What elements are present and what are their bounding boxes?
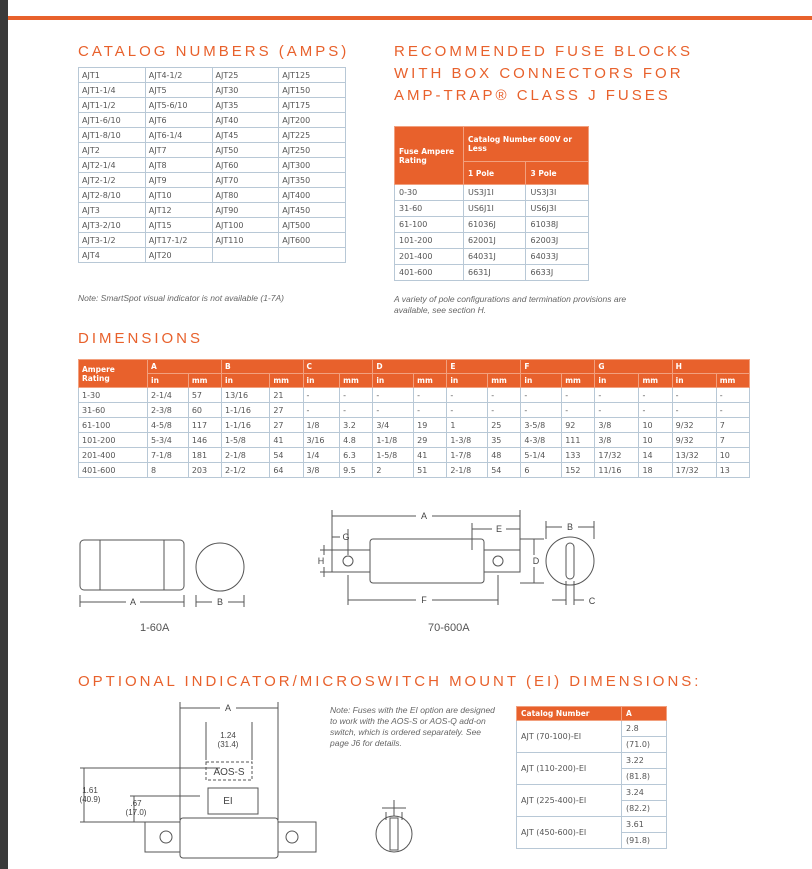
dim-cell: 146 (188, 433, 221, 448)
dim-cell: - (488, 403, 521, 418)
fuse-block-cell: US3J3I (526, 185, 589, 201)
dim-cell: 3-5/8 (521, 418, 562, 433)
dim-unit-mm: mm (188, 374, 221, 388)
catalog-cell: AJT250 (279, 143, 346, 158)
dim-cell: 9/32 (672, 433, 716, 448)
dim-cell: 1-5/8 (222, 433, 270, 448)
catalog-cell: AJT400 (279, 188, 346, 203)
dim-cell: 117 (188, 418, 221, 433)
dim-unit-in: in (672, 374, 716, 388)
ei-catalog-cell: AJT (450-600)-EI (517, 817, 622, 849)
catalog-cell: AJT125 (279, 68, 346, 83)
dim-unit-mm: mm (270, 374, 303, 388)
ei-table (516, 706, 667, 849)
catalog-cell: AJT40 (212, 113, 279, 128)
table-row (79, 143, 346, 158)
catalog-cell: AJT9 (145, 173, 212, 188)
dim-cell: - (340, 388, 373, 403)
catalog-cell: AJT1-6/10 (79, 113, 146, 128)
dim-cell: 25 (488, 418, 521, 433)
dim-cell: 10 (639, 418, 672, 433)
dim-cell: 2-1/2 (222, 463, 270, 478)
dim-header-group: F (521, 360, 595, 374)
large-fuse-drawing (312, 505, 612, 620)
table-row (79, 233, 346, 248)
catalog-cell: AJT6-1/4 (145, 128, 212, 143)
table-row (79, 188, 346, 203)
fb-header-3pole: 3 Pole (526, 162, 589, 185)
dim-cell: 29 (414, 433, 447, 448)
dim-unit-mm: mm (639, 374, 672, 388)
table-row (517, 817, 667, 833)
fuse-block-cell: 401-600 (395, 265, 464, 281)
ei-catalog-cell: AJT (225-400)-EI (517, 785, 622, 817)
table-row (79, 128, 346, 143)
large-dim-f-label: F (421, 595, 427, 605)
catalog-note: Note: SmartSpot visual indicator is not available (1-7A) (78, 293, 284, 303)
fuse-block-cell: 61036J (464, 217, 526, 233)
catalog-cell: AJT3 (79, 203, 146, 218)
fuse-block-cell: 6633J (526, 265, 589, 281)
fuse-block-cell: US3J1I (464, 185, 526, 201)
catalog-cell: AJT35 (212, 98, 279, 113)
dim-cell: 41 (414, 448, 447, 463)
dim-cell: 401-600 (79, 463, 148, 478)
catalog-cell: AJT1 (79, 68, 146, 83)
dim-cell: 61-100 (79, 418, 148, 433)
catalog-cell: AJT150 (279, 83, 346, 98)
catalog-cell (212, 248, 279, 263)
ei-in-cell: 3.61 (622, 817, 667, 833)
catalog-cell: AJT30 (212, 83, 279, 98)
table-row (517, 753, 667, 769)
catalog-cell: AJT225 (279, 128, 346, 143)
dim-cell: 1/8 (303, 418, 340, 433)
table-row (79, 248, 346, 263)
ei-dim-124: 1.24 (220, 731, 236, 740)
large-fuse-end-view (520, 521, 594, 605)
left-edge-bar (0, 0, 8, 869)
dim-cell: 13/16 (222, 388, 270, 403)
dim-cell: 201-400 (79, 448, 148, 463)
catalog-cell: AJT80 (212, 188, 279, 203)
dim-cell: - (639, 403, 672, 418)
ei-header-a: A (622, 707, 667, 721)
ei-catalog-cell: AJT (70-100)-EI (517, 721, 622, 753)
large-dim-c-label: C (588, 596, 596, 606)
table-row (395, 249, 589, 265)
catalog-cell: AJT15 (145, 218, 212, 233)
table-row (79, 203, 346, 218)
dim-cell: 101-200 (79, 433, 148, 448)
ei-end-view-drawing (368, 798, 420, 858)
dim-cell: 7-1/8 (148, 448, 189, 463)
dim-header-group: A (148, 360, 222, 374)
dim-header-group: D (373, 360, 447, 374)
fuse-block-cell: 64033J (526, 249, 589, 265)
dim-cell: - (303, 403, 340, 418)
dim-unit-mm: mm (414, 374, 447, 388)
dim-unit-mm: mm (716, 374, 749, 388)
dim-cell: 54 (270, 448, 303, 463)
catalog-title: CATALOG NUMBERS (AMPS) (78, 43, 350, 60)
table-row (79, 83, 346, 98)
catalog-cell: AJT1-1/2 (79, 98, 146, 113)
dim-unit-in: in (447, 374, 488, 388)
ei-dim-170: (17.0) (125, 808, 147, 817)
table-row (517, 721, 667, 737)
dim-cell: - (521, 388, 562, 403)
dim-cell: 10 (639, 433, 672, 448)
ei-in-cell: 3.22 (622, 753, 667, 769)
fuse-block-cell: 6631J (464, 265, 526, 281)
dim-cell: - (595, 403, 639, 418)
catalog-table (78, 67, 346, 263)
catalog-cell: AJT6 (145, 113, 212, 128)
dim-cell: 92 (562, 418, 595, 433)
catalog-cell: AJT7 (145, 143, 212, 158)
table-row (79, 113, 346, 128)
ei-aos-label: AOS-S (213, 767, 245, 778)
catalog-cell: AJT350 (279, 173, 346, 188)
fuse-block-cell: 31-60 (395, 201, 464, 217)
dim-cell: 64 (270, 463, 303, 478)
catalog-cell: AJT45 (212, 128, 279, 143)
catalog-cell: AJT20 (145, 248, 212, 263)
dim-cell: 11/16 (595, 463, 639, 478)
dim-cell: 3/4 (373, 418, 414, 433)
small-fuse-drawing (70, 505, 260, 620)
dim-cell: 10 (716, 448, 749, 463)
dim-cell: 1 (447, 418, 488, 433)
table-row (79, 218, 346, 233)
table-row (79, 173, 346, 188)
dim-cell: - (716, 403, 749, 418)
large-dim-d-label: D (532, 556, 540, 566)
table-row (395, 217, 589, 233)
table-row (395, 233, 589, 249)
dim-header-group: G (595, 360, 672, 374)
catalog-cell: AJT3-2/10 (79, 218, 146, 233)
dim-cell: 6.3 (340, 448, 373, 463)
dim-cell: 35 (488, 433, 521, 448)
ei-dim-a-label: A (224, 703, 232, 713)
catalog-cell: AJT50 (212, 143, 279, 158)
dim-header-rating: Ampere Rating (79, 360, 148, 388)
dim-header-group: H (672, 360, 749, 374)
catalog-cell: AJT2-1/4 (79, 158, 146, 173)
dim-unit-in: in (303, 374, 340, 388)
ei-drawing (70, 700, 330, 869)
catalog-cell: AJT1-1/4 (79, 83, 146, 98)
dim-cell: - (340, 403, 373, 418)
fuse-blocks-note: A variety of pole configurations and termination provisions are available, see section H. (394, 294, 627, 315)
catalog-cell: AJT5 (145, 83, 212, 98)
catalog-cell (279, 248, 346, 263)
large-fuse-side-view (317, 510, 520, 605)
catalog-cell: AJT110 (212, 233, 279, 248)
dim-cell: - (488, 388, 521, 403)
dimensions-table (78, 359, 750, 478)
dim-cell: 4-5/8 (148, 418, 189, 433)
ei-dim-409: (40.9) (79, 795, 101, 804)
catalog-cell: AJT2 (79, 143, 146, 158)
table-row (79, 448, 750, 463)
dim-cell: 9/32 (672, 418, 716, 433)
dim-cell: 21 (270, 388, 303, 403)
catalog-cell: AJT12 (145, 203, 212, 218)
small-fuse-caption: 1-60A (140, 622, 170, 634)
dim-cell: 14 (639, 448, 672, 463)
dim-header-group: B (222, 360, 304, 374)
dim-unit-in: in (595, 374, 639, 388)
large-fuse-caption: 70-600A (428, 622, 470, 634)
fuse-block-cell: US6J1I (464, 201, 526, 217)
ei-ei-label: EI (223, 796, 233, 807)
dim-cell: 31-60 (79, 403, 148, 418)
ei-dim-161: 1.61 (82, 786, 98, 795)
dim-cell: - (562, 403, 595, 418)
dim-cell: 1-1/16 (222, 403, 270, 418)
catalog-cell: AJT70 (212, 173, 279, 188)
ei-in-cell: 3.24 (622, 785, 667, 801)
dim-cell: 18 (639, 463, 672, 478)
catalog-cell: AJT500 (279, 218, 346, 233)
dim-cell: - (521, 403, 562, 418)
table-row (79, 68, 346, 83)
dim-cell: 1-1/16 (222, 418, 270, 433)
table-row (79, 158, 346, 173)
table-row (79, 418, 750, 433)
dim-cell: 2 (373, 463, 414, 478)
fb-header-rating: Fuse Ampere Rating (395, 127, 464, 185)
large-dim-g-label: G (342, 532, 350, 542)
ei-catalog-cell: AJT (110-200)-EI (517, 753, 622, 785)
dim-cell: 9.5 (340, 463, 373, 478)
catalog-cell: AJT1-8/10 (79, 128, 146, 143)
catalog-cell: AJT5-6/10 (145, 98, 212, 113)
catalog-cell: AJT4-1/2 (145, 68, 212, 83)
dim-cell: 8 (148, 463, 189, 478)
catalog-cell: AJT90 (212, 203, 279, 218)
dim-cell: 181 (188, 448, 221, 463)
dim-cell: - (373, 388, 414, 403)
dim-cell: 1-1/8 (373, 433, 414, 448)
table-row (79, 98, 346, 113)
fuse-block-cell: 62001J (464, 233, 526, 249)
fuse-block-cell: 61-100 (395, 217, 464, 233)
fuse-blocks-title-line2: WITH BOX CONNECTORS FOR (394, 65, 684, 82)
ei-dim-314: (31.4) (217, 740, 239, 749)
table-row (79, 433, 750, 448)
large-dim-b-label: B (566, 522, 574, 532)
large-dim-a-label: A (420, 511, 428, 521)
dim-cell: 133 (562, 448, 595, 463)
fuse-block-cell: 62003J (526, 233, 589, 249)
dim-cell: 41 (270, 433, 303, 448)
fb-header-1pole: 1 Pole (464, 162, 526, 185)
catalog-cell: AJT175 (279, 98, 346, 113)
dim-cell: - (414, 388, 447, 403)
dim-cell: - (639, 388, 672, 403)
dim-header-group: E (447, 360, 521, 374)
dim-cell: - (447, 388, 488, 403)
dim-cell: - (562, 388, 595, 403)
dim-cell: 17/32 (672, 463, 716, 478)
small-dim-b-label: B (216, 597, 224, 607)
ei-mm-cell: (71.0) (622, 737, 667, 753)
dim-cell: 3/8 (595, 418, 639, 433)
catalog-cell: AJT450 (279, 203, 346, 218)
dim-cell: 3/16 (303, 433, 340, 448)
dim-cell: - (716, 388, 749, 403)
dim-cell: 3.2 (340, 418, 373, 433)
dim-cell: 13/32 (672, 448, 716, 463)
fuse-block-cell: US6J3I (526, 201, 589, 217)
dim-cell: 1-5/8 (373, 448, 414, 463)
dim-cell: 60 (188, 403, 221, 418)
dim-cell: 1-3/8 (447, 433, 488, 448)
dim-cell: 48 (488, 448, 521, 463)
ei-in-cell: 2.8 (622, 721, 667, 737)
dim-cell: 2-3/8 (148, 403, 189, 418)
ei-title: OPTIONAL INDICATOR/MICROSWITCH MOUNT (EI) DIMENSIONS: (78, 673, 702, 690)
dim-cell: 1-7/8 (447, 448, 488, 463)
dim-unit-in: in (373, 374, 414, 388)
dim-cell: 5-3/4 (148, 433, 189, 448)
table-row (517, 785, 667, 801)
catalog-cell: AJT4 (79, 248, 146, 263)
dim-unit-in: in (148, 374, 189, 388)
top-accent-line (8, 16, 812, 20)
dim-cell: 4-3/8 (521, 433, 562, 448)
dim-header-group: C (303, 360, 373, 374)
catalog-cell: AJT25 (212, 68, 279, 83)
dim-cell: 3/8 (595, 433, 639, 448)
dim-cell: - (447, 403, 488, 418)
dim-cell: 27 (270, 403, 303, 418)
dim-unit-in: in (222, 374, 270, 388)
dim-unit-mm: mm (340, 374, 373, 388)
catalog-cell: AJT600 (279, 233, 346, 248)
catalog-cell: AJT60 (212, 158, 279, 173)
dimensions-title: DIMENSIONS (78, 330, 204, 347)
dim-unit-row (79, 374, 750, 388)
dim-header-row (79, 360, 750, 374)
fb-header-catalog: Catalog Number 600V or Less (464, 127, 589, 162)
dim-cell: 27 (270, 418, 303, 433)
catalog-cell: AJT8 (145, 158, 212, 173)
dim-cell: 1-30 (79, 388, 148, 403)
dim-cell: - (595, 388, 639, 403)
catalog-cell: AJT300 (279, 158, 346, 173)
catalog-cell: AJT100 (212, 218, 279, 233)
table-row (79, 463, 750, 478)
dim-cell: 111 (562, 433, 595, 448)
dim-unit-mm: mm (562, 374, 595, 388)
ei-note: Note: Fuses with the EI option are designed to work with the AOS-S or AOS-Q add-on switch, which is ordered separately. See page J6 for details. (330, 705, 495, 748)
dim-cell: 2-1/4 (148, 388, 189, 403)
dim-unit-in: in (521, 374, 562, 388)
dim-cell: 4.8 (340, 433, 373, 448)
table-row (395, 265, 589, 281)
ei-fuse-drawing (80, 702, 316, 858)
catalog-cell: AJT2-8/10 (79, 188, 146, 203)
fuse-block-cell: 201-400 (395, 249, 464, 265)
large-dim-e-label: E (495, 524, 503, 534)
dim-cell: 2-1/8 (447, 463, 488, 478)
dim-cell: 19 (414, 418, 447, 433)
table-row (79, 403, 750, 418)
dim-cell: 203 (188, 463, 221, 478)
ei-mm-cell: (91.8) (622, 833, 667, 849)
table-row (79, 388, 750, 403)
dim-cell: 7 (716, 418, 749, 433)
table-row (395, 185, 589, 201)
ei-header-catalog: Catalog Number (517, 707, 622, 721)
dim-cell: 5-1/4 (521, 448, 562, 463)
fuse-blocks-title-line1: RECOMMENDED FUSE BLOCKS (394, 43, 694, 60)
catalog-cell: AJT17-1/2 (145, 233, 212, 248)
large-dim-h-label: H (317, 556, 325, 566)
dim-unit-mm: mm (488, 374, 521, 388)
dim-cell: - (672, 388, 716, 403)
fuse-blocks-table (394, 126, 589, 281)
dim-cell: - (672, 403, 716, 418)
catalog-cell: AJT2-1/2 (79, 173, 146, 188)
ei-mm-cell: (81.8) (622, 769, 667, 785)
dim-cell: 13 (716, 463, 749, 478)
dim-cell: 3/8 (303, 463, 340, 478)
catalog-cell: AJT3-1/2 (79, 233, 146, 248)
dim-cell: - (303, 388, 340, 403)
fuse-block-cell: 0-30 (395, 185, 464, 201)
dim-cell: 7 (716, 433, 749, 448)
dim-cell: 1/4 (303, 448, 340, 463)
dim-cell: 2-1/8 (222, 448, 270, 463)
fuse-blocks-title-line3: AMP-TRAP® CLASS J FUSES (394, 87, 671, 104)
ei-mm-cell: (82.2) (622, 801, 667, 817)
dim-cell: 17/32 (595, 448, 639, 463)
fuse-block-cell: 101-200 (395, 233, 464, 249)
dim-cell: 57 (188, 388, 221, 403)
small-dim-a-label: A (129, 597, 137, 607)
dim-cell: - (414, 403, 447, 418)
ei-dim-67: .67 (130, 799, 142, 808)
fuse-block-cell: 61038J (526, 217, 589, 233)
dim-cell: 51 (414, 463, 447, 478)
dim-cell: 54 (488, 463, 521, 478)
catalog-cell: AJT200 (279, 113, 346, 128)
catalog-cell: AJT10 (145, 188, 212, 203)
dim-cell: 6 (521, 463, 562, 478)
fuse-block-cell: 64031J (464, 249, 526, 265)
table-row (395, 201, 589, 217)
dim-cell: 152 (562, 463, 595, 478)
dim-cell: - (373, 403, 414, 418)
